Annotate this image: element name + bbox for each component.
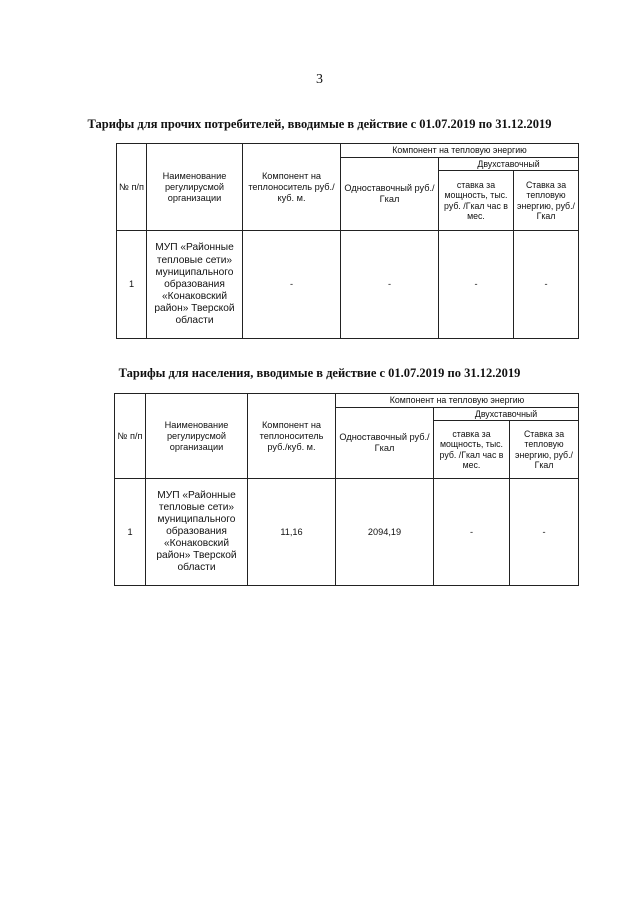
table-title: Тарифы для населения, вводимые в действие с 01.07.2019 по 31.12.2019 <box>118 366 521 380</box>
table-row <box>117 231 579 339</box>
header-single-rate: Одноставочный руб./Гкал <box>336 407 434 479</box>
cell-num: 1 <box>117 231 147 339</box>
table-title: Тарифы для прочих потребителей, вводимые в действие с 01.07.2019 по 31.12.2019 <box>87 117 552 131</box>
header-two-rate: Двухставочный <box>439 157 579 171</box>
header-capacity-rate: ставка за мощность, тыс. руб. /Гкал час в мес. <box>439 171 514 231</box>
cell-capacity-rate: - <box>434 479 510 586</box>
cell-num: 1 <box>115 479 146 586</box>
cell-org: МУП «Районные тепловые сети» муниципального образования «Конаковский район» Тверской области <box>147 231 243 339</box>
cell-single-rate: - <box>341 231 439 339</box>
cell-energy-rate: - <box>514 231 579 339</box>
header-carrier: Компонент на теплоноситель руб./куб. м. <box>243 144 341 231</box>
cell-org: МУП «Районные тепловые сети» муниципального образования «Конаковский район» Тверской области <box>146 479 248 586</box>
header-single-rate: Одноставочный руб./Гкал <box>341 157 439 231</box>
cell-energy-rate: - <box>510 479 579 586</box>
cell-capacity-rate: - <box>439 231 514 339</box>
header-org: Наименование регулирусмой организации <box>146 394 248 479</box>
cell-carrier: - <box>243 231 341 339</box>
header-org: Наименование регулирусмой организации <box>147 144 243 231</box>
header-energy-rate: Ставка за тепловую энергию, руб./Гкал <box>510 421 579 479</box>
tariff-table-other-consumers <box>116 143 579 339</box>
cell-single-rate: 2094,19 <box>336 479 434 586</box>
header-energy-rate: Ставка за тепловую энергию, руб./Гкал <box>514 171 579 231</box>
tariff-table-population <box>114 393 579 586</box>
page-number: 3 <box>316 72 323 87</box>
table-row <box>115 479 579 586</box>
cell-carrier: 11,16 <box>248 479 336 586</box>
header-num: № п/п <box>115 394 146 479</box>
header-num: № п/п <box>117 144 147 231</box>
header-carrier: Компонент на теплоноситель руб./куб. м. <box>248 394 336 479</box>
header-two-rate: Двухставочный <box>434 407 579 421</box>
header-energy-group: Компонент на тепловую энергию <box>336 394 579 408</box>
header-energy-group: Компонент на тепловую энергию <box>341 144 579 158</box>
header-capacity-rate: ставка за мощность, тыс. руб. /Гкал час в мес. <box>434 421 510 479</box>
